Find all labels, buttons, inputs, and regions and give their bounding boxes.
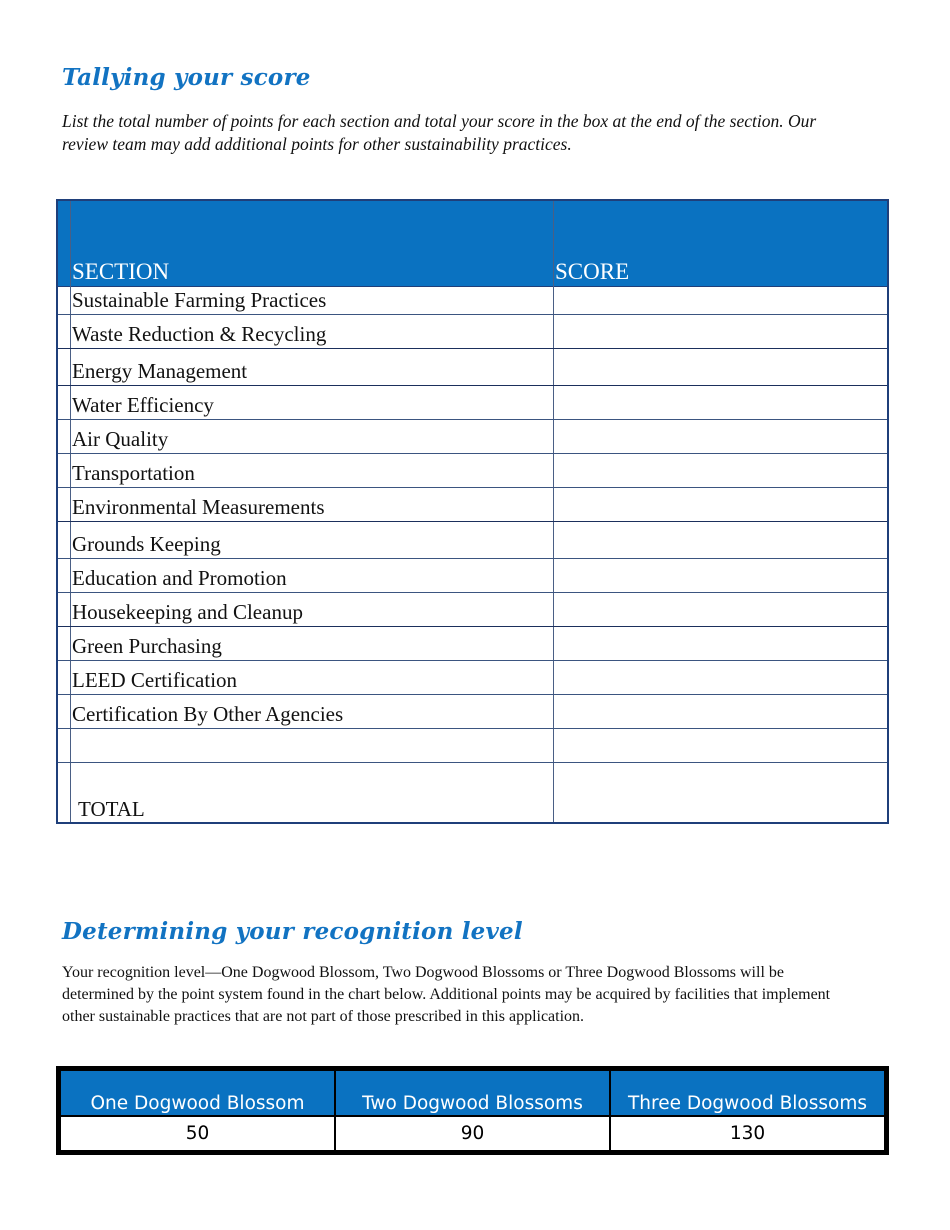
table-row [58, 454, 887, 488]
section-label: Environmental Measurements [72, 495, 325, 519]
level-name: Two Dogwood Blossoms [336, 1071, 609, 1115]
section-label: Transportation [72, 461, 195, 485]
section-label: Air Quality [72, 427, 169, 451]
score-cell[interactable] [555, 729, 887, 762]
tally-heading: Tallying your score [62, 64, 311, 91]
score-cell[interactable] [555, 488, 887, 521]
recognition-table [56, 1066, 889, 1155]
total-score-cell[interactable] [555, 763, 887, 822]
table-row [58, 286, 887, 315]
recognition-heading: Determining your recognition level [62, 918, 523, 945]
score-cell[interactable] [555, 349, 887, 385]
score-cell[interactable] [555, 454, 887, 487]
table-row [58, 522, 887, 559]
recognition-level-three [611, 1071, 884, 1150]
section-label: Water Efficiency [72, 393, 214, 417]
table-row [58, 627, 887, 661]
recognition-level-one [61, 1071, 334, 1150]
score-table [56, 199, 889, 824]
table-row [58, 349, 887, 386]
section-label: LEED Certification [72, 668, 238, 692]
recognition-level-two [336, 1071, 609, 1150]
level-points: 90 [460, 1123, 485, 1144]
section-label: Grounds Keeping [72, 532, 221, 556]
recognition-paragraph: Your recognition level—One Dogwood Blossom, Two Dogwood Blossoms or Three Dogwood Blossoms will be determined by the point system found in the chart below. Additional points may be acquired by facilities that implement other sustainable practices that are not part of those prescribed in this application. [62, 964, 831, 1025]
level-points: 130 [729, 1123, 766, 1144]
table-row [58, 315, 887, 349]
section-label: Sustainable Farming Practices [72, 288, 327, 312]
section-label: Education and Promotion [72, 566, 287, 590]
section-label: Waste Reduction & Recycling [72, 322, 327, 346]
table-row [58, 695, 887, 729]
tally-intro: List the total number of points for each section and total your score in the box at the end of the section. Our review team may add additional points for other sustainability practices. [62, 111, 817, 154]
score-column-header: SCORE [555, 259, 630, 284]
score-cell[interactable] [555, 593, 887, 626]
table-row [58, 420, 887, 454]
score-cell[interactable] [555, 627, 887, 660]
section-label: Green Purchasing [72, 634, 222, 658]
table-row [58, 661, 887, 695]
column-divider [609, 1071, 611, 1150]
score-cell[interactable] [555, 386, 887, 419]
column-divider [334, 1071, 336, 1150]
score-cell[interactable] [555, 695, 887, 728]
section-label: Energy Management [72, 359, 248, 383]
table-row [58, 593, 887, 627]
score-cell[interactable] [555, 286, 887, 314]
total-row [58, 763, 887, 822]
total-label: TOTAL [78, 797, 145, 821]
table-row [58, 729, 887, 763]
score-cell[interactable] [555, 315, 887, 348]
header-divider [61, 1115, 884, 1117]
score-cell[interactable] [555, 559, 887, 592]
section-label: Certification By Other Agencies [72, 702, 344, 726]
score-cell[interactable] [555, 420, 887, 453]
section-column-header: SECTION [72, 259, 170, 284]
table-row [58, 488, 887, 522]
level-points: 50 [185, 1123, 210, 1144]
level-name: One Dogwood Blossom [61, 1071, 334, 1115]
table-row [58, 559, 887, 593]
score-cell[interactable] [555, 661, 887, 694]
level-name: Three Dogwood Blossoms [611, 1071, 884, 1115]
score-table-header [58, 201, 887, 287]
table-row [58, 386, 887, 420]
score-cell[interactable] [555, 522, 887, 558]
section-label: Housekeeping and Cleanup [72, 600, 303, 624]
